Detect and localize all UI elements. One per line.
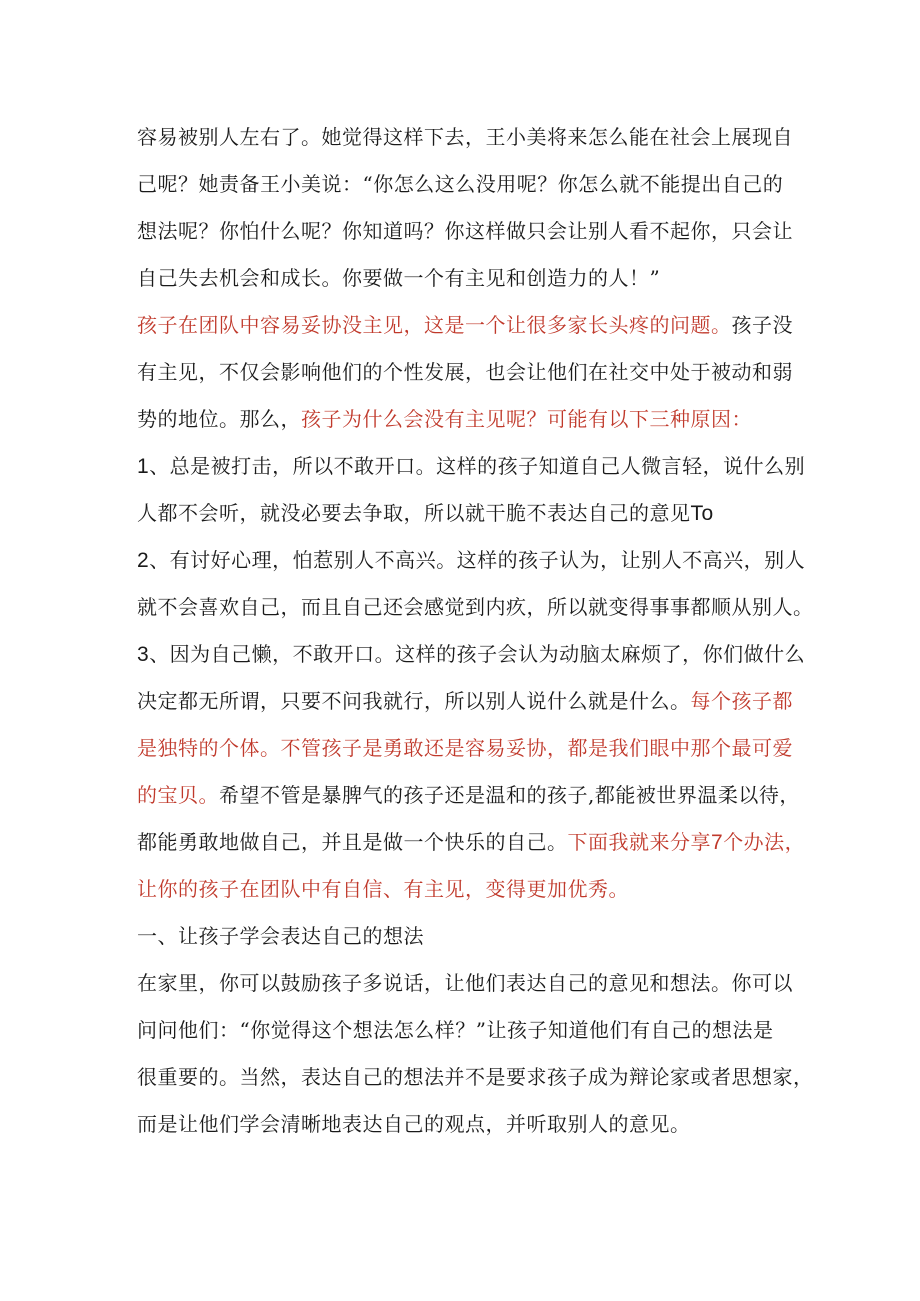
- text-line: [137, 584, 814, 631]
- text-line: [137, 960, 797, 1007]
- text-line: [137, 255, 797, 302]
- highlighted-text: 的宝贝。: [137, 783, 219, 807]
- body-text: 1: [137, 455, 150, 478]
- highlighted-text: 孩子在团队中容易妥协没主见，这是一个让很多家长头疼的问题。: [137, 313, 732, 337]
- text-line: [137, 490, 797, 537]
- body-text: 己呢？她责备王小美说：“你怎么这么没用呢？你怎么就不能提出自己的: [137, 172, 784, 196]
- text-line: [137, 772, 800, 819]
- text-line: [137, 443, 806, 490]
- text-line: [137, 208, 797, 255]
- body-text: 希望不管是暴脾气的孩子还是温和的孩子,都能被世界温柔以待，: [219, 783, 800, 807]
- text-line: [137, 913, 797, 960]
- body-text: 问问他们：“你觉得这个想法怎么样？”让孩子知道他们有自己的想法是: [137, 1018, 774, 1042]
- body-text: 、有讨好心理，怕惹别人不高兴。这样的孩子认为，让别人不高兴，别人: [149, 548, 806, 572]
- text-line: [137, 396, 797, 443]
- text-line: [137, 302, 797, 349]
- body-text: 有主见，不仅会影响他们的个性发展，也会让他们在社交中处于被动和弱: [137, 360, 793, 384]
- highlighted-text: 每个孩子都: [690, 689, 793, 713]
- text-line: [137, 678, 797, 725]
- body-text: 容易被别人左右了。她觉得这样下去，王小美将来怎么能在社会上展现自: [137, 125, 793, 149]
- body-text: 2: [137, 549, 150, 572]
- text-line: [137, 349, 797, 396]
- text-line: [137, 631, 806, 678]
- highlighted-text: 7: [711, 831, 724, 854]
- text-line: [137, 725, 797, 772]
- highlighted-text: 下面我就来分享: [567, 830, 711, 854]
- body-text: 势的地位。那么，: [137, 407, 301, 431]
- text-line: [137, 1007, 797, 1054]
- body-text: 在家里，你可以鼓励孩子多说话，让他们表达自己的意见和想法。你可以: [137, 971, 793, 995]
- body-text: 、因为自己懒，不敢开口。这样的孩子会认为动脑太麻烦了，你们做什么: [149, 642, 806, 666]
- body-text: 就不会喜欢自己，而且自己还会感觉到内疚，所以就变得事事都顺从别人。: [137, 595, 814, 619]
- body-text: 人都不会听，就没必要去争取，所以就干脆不表达自己的意见: [137, 501, 691, 525]
- highlighted-text: 孩子为什么会没有主见呢？可能有以下三种原因：: [301, 407, 752, 431]
- text-line: [137, 1101, 797, 1148]
- body-text: 孩子没: [731, 313, 793, 337]
- text-line: [137, 161, 797, 208]
- text-line: [137, 819, 806, 866]
- article-body: [137, 114, 814, 1148]
- text-line: [137, 866, 797, 913]
- highlighted-text: 是独特的个体。不管孩子是勇敢还是容易妥协，都是我们眼中那个最可爱: [137, 736, 793, 760]
- highlighted-text: 让你的孩子在团队中有自信、有主见，变得更加优秀。: [137, 877, 629, 901]
- body-text: 一、让孩子学会表达自己的想法: [137, 924, 424, 948]
- body-text: 都能勇敢地做自己，并且是做一个快乐的自己。: [137, 830, 568, 854]
- body-text: 决定都无所谓，只要不问我就行，所以别人说什么就是什么。: [137, 689, 691, 713]
- body-text: 想法呢？你怕什么呢？你知道吗？你这样做只会让别人看不起你，只会让: [137, 219, 793, 243]
- body-text: 3: [137, 643, 150, 666]
- text-line: [137, 537, 806, 584]
- text-line: [137, 114, 797, 161]
- body-text: 、总是被打击，所以不敢开口。这样的孩子知道自己人微言轻，说什么别: [149, 454, 806, 478]
- body-text: 而是让他们学会清晰地表达自己的观点，并听取别人的意见。: [137, 1112, 691, 1136]
- body-text: To: [690, 502, 714, 525]
- body-text: 很重要的。当然，表达自己的想法并不是要求孩子成为辩论家或者思想家，: [137, 1065, 814, 1089]
- text-line: [137, 1054, 814, 1101]
- body-text: 自己失去机会和成长。你要做一个有主见和创造力的人！”: [137, 266, 661, 290]
- highlighted-text: 个办法，: [723, 830, 806, 854]
